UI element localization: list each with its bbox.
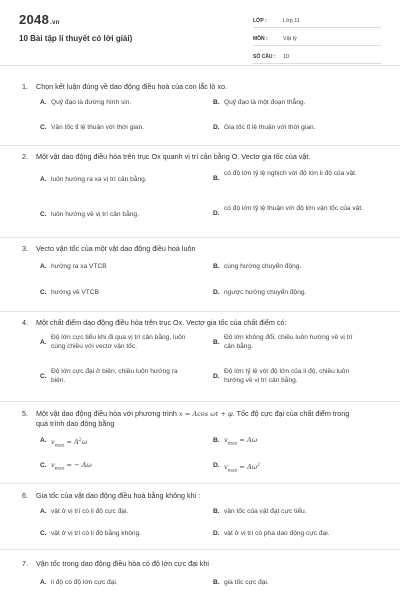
option-letter: D. — [213, 289, 220, 296]
option-text: ngược hướng chuyển động. — [224, 289, 307, 296]
option-a[interactable] — [40, 507, 191, 516]
worksheet-header — [0, 0, 400, 66]
option-text: cùng hướng chuyển động. — [224, 263, 302, 270]
formula-var: v — [51, 461, 55, 469]
option-text: Vận tốc tỉ lệ thuận với thời gian. — [51, 124, 144, 131]
question-number: 5. — [22, 409, 28, 418]
formula-eq: = Aω — [237, 463, 258, 472]
option-letter: B. — [213, 579, 220, 586]
option-text: vật ở vị trí có li độ cực đại. — [51, 508, 129, 515]
option-letter: C. — [40, 124, 47, 131]
formula-eq: = Aω — [237, 436, 258, 444]
meta-label: MÔN : — [253, 35, 268, 42]
question-stem — [22, 152, 356, 162]
option-letter: D. — [213, 530, 220, 537]
option-text: luôn hướng ra xa vị trí cân bằng. — [51, 176, 147, 183]
option-letter: A. — [40, 437, 47, 444]
option-letter: D. — [213, 462, 220, 469]
question-4 — [0, 312, 400, 402]
formula-sub: max — [227, 441, 238, 447]
option-letter: C. — [40, 462, 47, 469]
option-text: vận tốc của vật đạt cực tiểu. — [224, 508, 307, 515]
logo-suffix: .vn — [50, 20, 60, 26]
formula-eq: = − Aω — [64, 461, 92, 469]
formula-eq: = A — [64, 438, 79, 447]
option-a[interactable] — [40, 578, 191, 587]
formula-tail: ω — [81, 438, 87, 447]
option-d[interactable] — [213, 288, 364, 297]
logo-text: 2048 — [19, 12, 50, 27]
option-c[interactable] — [40, 529, 191, 538]
meta-row-count — [253, 50, 381, 64]
option-letter: A. — [40, 176, 47, 183]
option-text: Quỹ đạo là một đoạn thẳng. — [224, 99, 306, 106]
formula-sub: max — [54, 443, 65, 449]
question-number: 1. — [22, 82, 28, 91]
option-text: có độ lớn tỷ lệ nghịch với độ lớn li độ của vật. — [224, 170, 357, 177]
option-letter: D. — [213, 124, 220, 131]
option-letter: A. — [40, 579, 47, 586]
option-a[interactable] — [40, 436, 87, 451]
question-7 — [0, 550, 400, 600]
question-text: Chọn kết luận đúng về dao động điều hoà của con lắc lò xo. — [36, 82, 228, 91]
question-stem — [22, 491, 356, 501]
option-b[interactable] — [213, 436, 257, 448]
option-d[interactable] — [213, 461, 260, 476]
meta-value: Lớp 11 — [283, 17, 300, 24]
question-stem — [22, 82, 356, 92]
meta-value: Vật lý — [283, 35, 297, 42]
formula-sup: 2 — [78, 438, 82, 443]
option-c[interactable] — [40, 288, 191, 297]
question-text: Vecto vận tốc của một vật dao động điều hoà luôn — [36, 244, 196, 253]
question-number: 2. — [22, 152, 28, 161]
meta-row-class — [253, 14, 381, 28]
worksheet-title: 10 Bài tập lí thuyết có lời giải) — [19, 34, 133, 43]
option-text: Quỹ đạo là đường hình sin. — [51, 99, 132, 106]
option-a[interactable] — [40, 175, 191, 184]
question-2 — [0, 146, 400, 238]
option-text: vật ở vị trí có li độ bằng không. — [51, 530, 142, 537]
option-b[interactable] — [213, 262, 364, 271]
option-d[interactable] — [213, 123, 364, 132]
formula-sub: max — [227, 468, 238, 474]
option-text: Độ lớn không đổi, chiều luôn hướng về vị trí cân bằng. — [224, 334, 353, 350]
option-formula — [224, 436, 257, 448]
question-text: Vận tốc trong dao động điều hòa có độ lớn cực đại khi — [36, 559, 209, 568]
option-b[interactable] — [213, 578, 364, 587]
option-a[interactable] — [40, 333, 191, 351]
option-text: li độ có độ lớn cực đại. — [51, 579, 118, 586]
formula-var: v — [224, 463, 228, 472]
option-b[interactable] — [213, 98, 364, 107]
option-letter: C. — [40, 530, 47, 537]
option-letter: A. — [40, 99, 47, 106]
question-list — [0, 76, 400, 600]
question-text-line2: quá trình dao động bằng — [36, 419, 115, 428]
option-d[interactable] — [213, 367, 364, 385]
option-c[interactable] — [40, 210, 191, 219]
motion-equation: x = Acos ωt + φ — [178, 410, 233, 418]
option-text: hướng về VTCB — [51, 289, 99, 296]
option-letter: B. — [213, 99, 220, 106]
option-a[interactable] — [40, 262, 191, 271]
question-text: Gia tốc của vật dao động điều hoà bằng không khi : — [36, 491, 201, 500]
formula-var: v — [51, 438, 55, 447]
option-b[interactable] — [213, 333, 364, 351]
option-a[interactable] — [40, 98, 191, 107]
option-text: Gia tốc tỉ lệ thuận với thời gian. — [224, 124, 316, 131]
question-stem — [22, 244, 356, 254]
question-stem — [22, 318, 356, 328]
option-formula — [51, 436, 87, 451]
question-text: Một vật dao động điều hòa với phương trình — [36, 409, 177, 418]
option-letter: C. — [40, 373, 47, 380]
option-text: Độ lớn tỷ lệ với độ lớn của li độ, chiều luôn hướng về vị trí cân bằng. — [224, 368, 350, 384]
option-letter: B. — [213, 508, 220, 515]
option-text: gia tốc cực đại. — [224, 579, 269, 586]
option-letter: B. — [213, 263, 220, 270]
question-6 — [0, 484, 400, 550]
option-formula — [224, 461, 260, 476]
question-1 — [0, 76, 400, 146]
option-letter: B. — [213, 175, 220, 182]
option-formula — [51, 461, 92, 473]
option-text: luôn hướng về vị trí cân bằng. — [51, 211, 139, 218]
meta-row-subject — [253, 32, 381, 46]
question-number: 4. — [22, 318, 28, 327]
option-text: Độ lớn cực tiểu khi đi qua vị trí cân bằng, luôn cùng chiều với vectơ vận tốc. — [51, 334, 186, 350]
worksheet-meta — [253, 14, 381, 68]
option-letter: B. — [213, 339, 220, 346]
option-letter: C. — [40, 211, 47, 218]
option-b[interactable] — [213, 169, 364, 183]
option-text: vật ở vị trí có pha dao động cực đại. — [224, 530, 330, 537]
meta-label: LỚP : — [253, 17, 267, 24]
question-text-cont: . Tốc độ cực đại của chất điểm trong — [232, 409, 350, 418]
option-d[interactable] — [213, 529, 364, 538]
question-stem — [22, 559, 356, 569]
option-letter: A. — [40, 508, 47, 515]
option-d[interactable] — [213, 204, 364, 218]
option-letter: D. — [213, 210, 220, 217]
question-text: Một vật dao động điều hòa trên trục Ox quanh vị trí cân bằng O. Vectơ gia tốc của vật. — [36, 152, 311, 161]
option-letter: A. — [40, 339, 47, 346]
question-5 — [0, 402, 400, 484]
option-c[interactable] — [40, 367, 191, 385]
question-number: 6. — [22, 491, 28, 500]
option-c[interactable] — [40, 123, 191, 132]
meta-label: SỐ CÂU : — [253, 53, 276, 60]
option-letter: B. — [213, 437, 220, 444]
question-number: 7. — [22, 559, 28, 568]
option-text: Độ lớn cực đại ở biên, chiều luôn hướng ra biên. — [51, 368, 178, 384]
option-c[interactable] — [40, 461, 92, 473]
question-text: Một chất điểm dao động điều hòa trên trục Ox. Vectơ gia tốc của chất điểm có: — [36, 318, 287, 327]
option-letter: C. — [40, 289, 47, 296]
formula-sub: max — [54, 466, 65, 472]
option-text: hướng ra xa VTCB — [51, 263, 107, 270]
question-3 — [0, 238, 400, 312]
site-logo[interactable] — [19, 12, 60, 27]
option-letter: D. — [213, 373, 220, 380]
formula-sup: 2 — [257, 463, 260, 468]
option-text: có độ lớn tỷ lệ thuận với độ lớn vận tốc của vật. — [224, 205, 364, 212]
formula-var: v — [224, 436, 228, 444]
option-b[interactable] — [213, 507, 364, 516]
question-number: 3. — [22, 244, 28, 253]
meta-value: 10 — [283, 53, 290, 60]
question-stem — [22, 409, 356, 429]
option-letter: A. — [40, 263, 47, 270]
